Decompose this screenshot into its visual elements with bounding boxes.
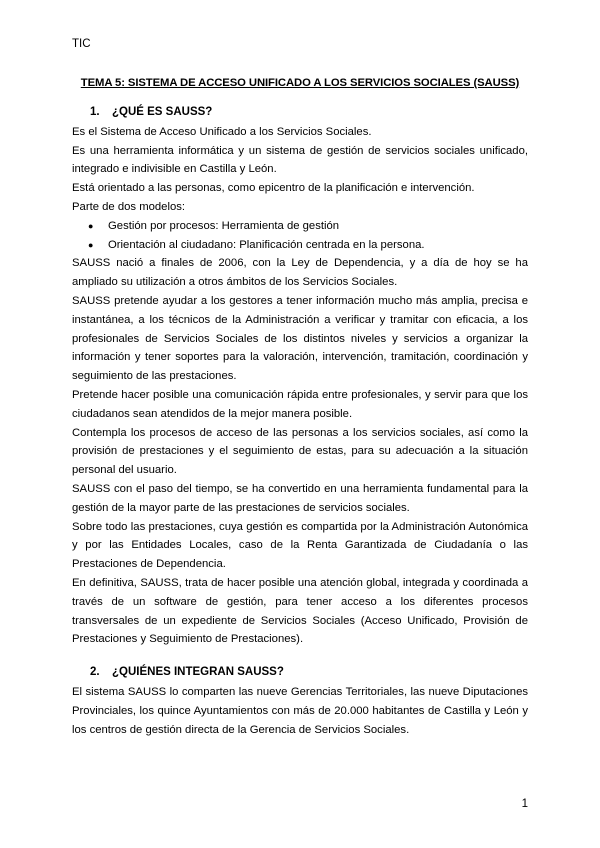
section-heading-1	[72, 101, 528, 123]
list-item-text: Gestión por procesos: Herramienta de gestión	[108, 219, 340, 232]
bullet-icon: ●	[88, 239, 94, 250]
section-heading-text: ¿QUIÉNES INTEGRAN SAUSS?	[112, 666, 284, 679]
list-item	[72, 217, 528, 236]
paragraph: El sistema SAUSS lo comparten las nueve Gerencias Territoriales, las nueve Diputaciones Provinciales, los quince Ayuntamientos con más de 20.000 habitantes de Castilla y León y los centros de gestión directa de la Gerencia de Servicios Sociales.	[72, 686, 528, 736]
paragraph: Está orientado a las personas, como epicentro de la planificación e intervención.	[72, 182, 475, 195]
list-item-text: Orientación al ciudadano: Planificación centrada en la persona.	[108, 238, 425, 251]
bullet-list	[72, 217, 528, 255]
list-item	[72, 236, 528, 255]
paragraph: Sobre todo las prestaciones, cuya gestión es compartida por la Administración Autonómica y por las Entidades Locales, caso de la Renta Garantizada de Ciudadanía o las Prestaciones de Dependencia.	[72, 520, 528, 571]
section-heading-text: ¿QUÉ ES SAUSS?	[112, 105, 213, 118]
paragraph: SAUSS pretende ayudar a los gestores a tener información mucho más amplia, precisa e instantánea, a los técnicos de la Administración a verificar y tramitar con eficacia, a los profesionales de Servicios Sociales de los distintos niveles y servicios a organizar la información y tener soportes para la valoración, intervención, tramitación, coordinación y seguimiento de las prestaciones.	[72, 294, 528, 383]
paragraph: SAUSS nació a finales de 2006, con la Ley de Dependencia, y a día de hoy se ha ampliado su utilización a otros ámbitos de los Servicios Sociales.	[72, 257, 528, 289]
paragraph: Contempla los procesos de acceso de las personas a los servicios sociales, así como la provisión de prestaciones y el seguimiento de estas, para su adecuación a la situación personal del usuario.	[72, 426, 528, 477]
paragraph: En definitiva, SAUSS, trata de hacer posible una atención global, integrada y coordinada a través de un software de gestión, para tener acceso a los diferentes procesos transversales de un expediente de Servicios Sociales (Acceso Unificado, Provisión de Prestaciones y Seguimiento de Prestaciones).	[72, 576, 528, 646]
page-header: TIC	[72, 38, 91, 50]
paragraph: Parte de dos modelos:	[72, 200, 186, 213]
bullet-icon: ●	[88, 220, 94, 231]
paragraph: Es el Sistema de Acceso Unificado a los Servicios Sociales.	[72, 125, 372, 138]
section-number: 1.	[90, 105, 100, 118]
document-title: TEMA 5: SISTEMA DE ACCESO UNIFICADO A LOS SERVICIOS SOCIALES (SAUSS)	[80, 77, 520, 89]
section-heading-2	[72, 661, 528, 683]
page-number: 1	[521, 798, 528, 810]
paragraph: Pretende hacer posible una comunicación rápida entre profesionales, y servir para que los ciudadanos sean atendidos de la mejor manera posible.	[72, 388, 528, 420]
paragraph: SAUSS con el paso del tiempo, se ha convertido en una herramienta fundamental para la gestión de la mayor parte de las prestaciones de servicios sociales.	[72, 482, 528, 514]
section-number: 2.	[90, 666, 100, 679]
paragraph: Es una herramienta informática y un sistema de gestión de servicios sociales unificado, integrado e indivisible en Castilla y León.	[72, 144, 528, 176]
document-body	[72, 74, 528, 740]
